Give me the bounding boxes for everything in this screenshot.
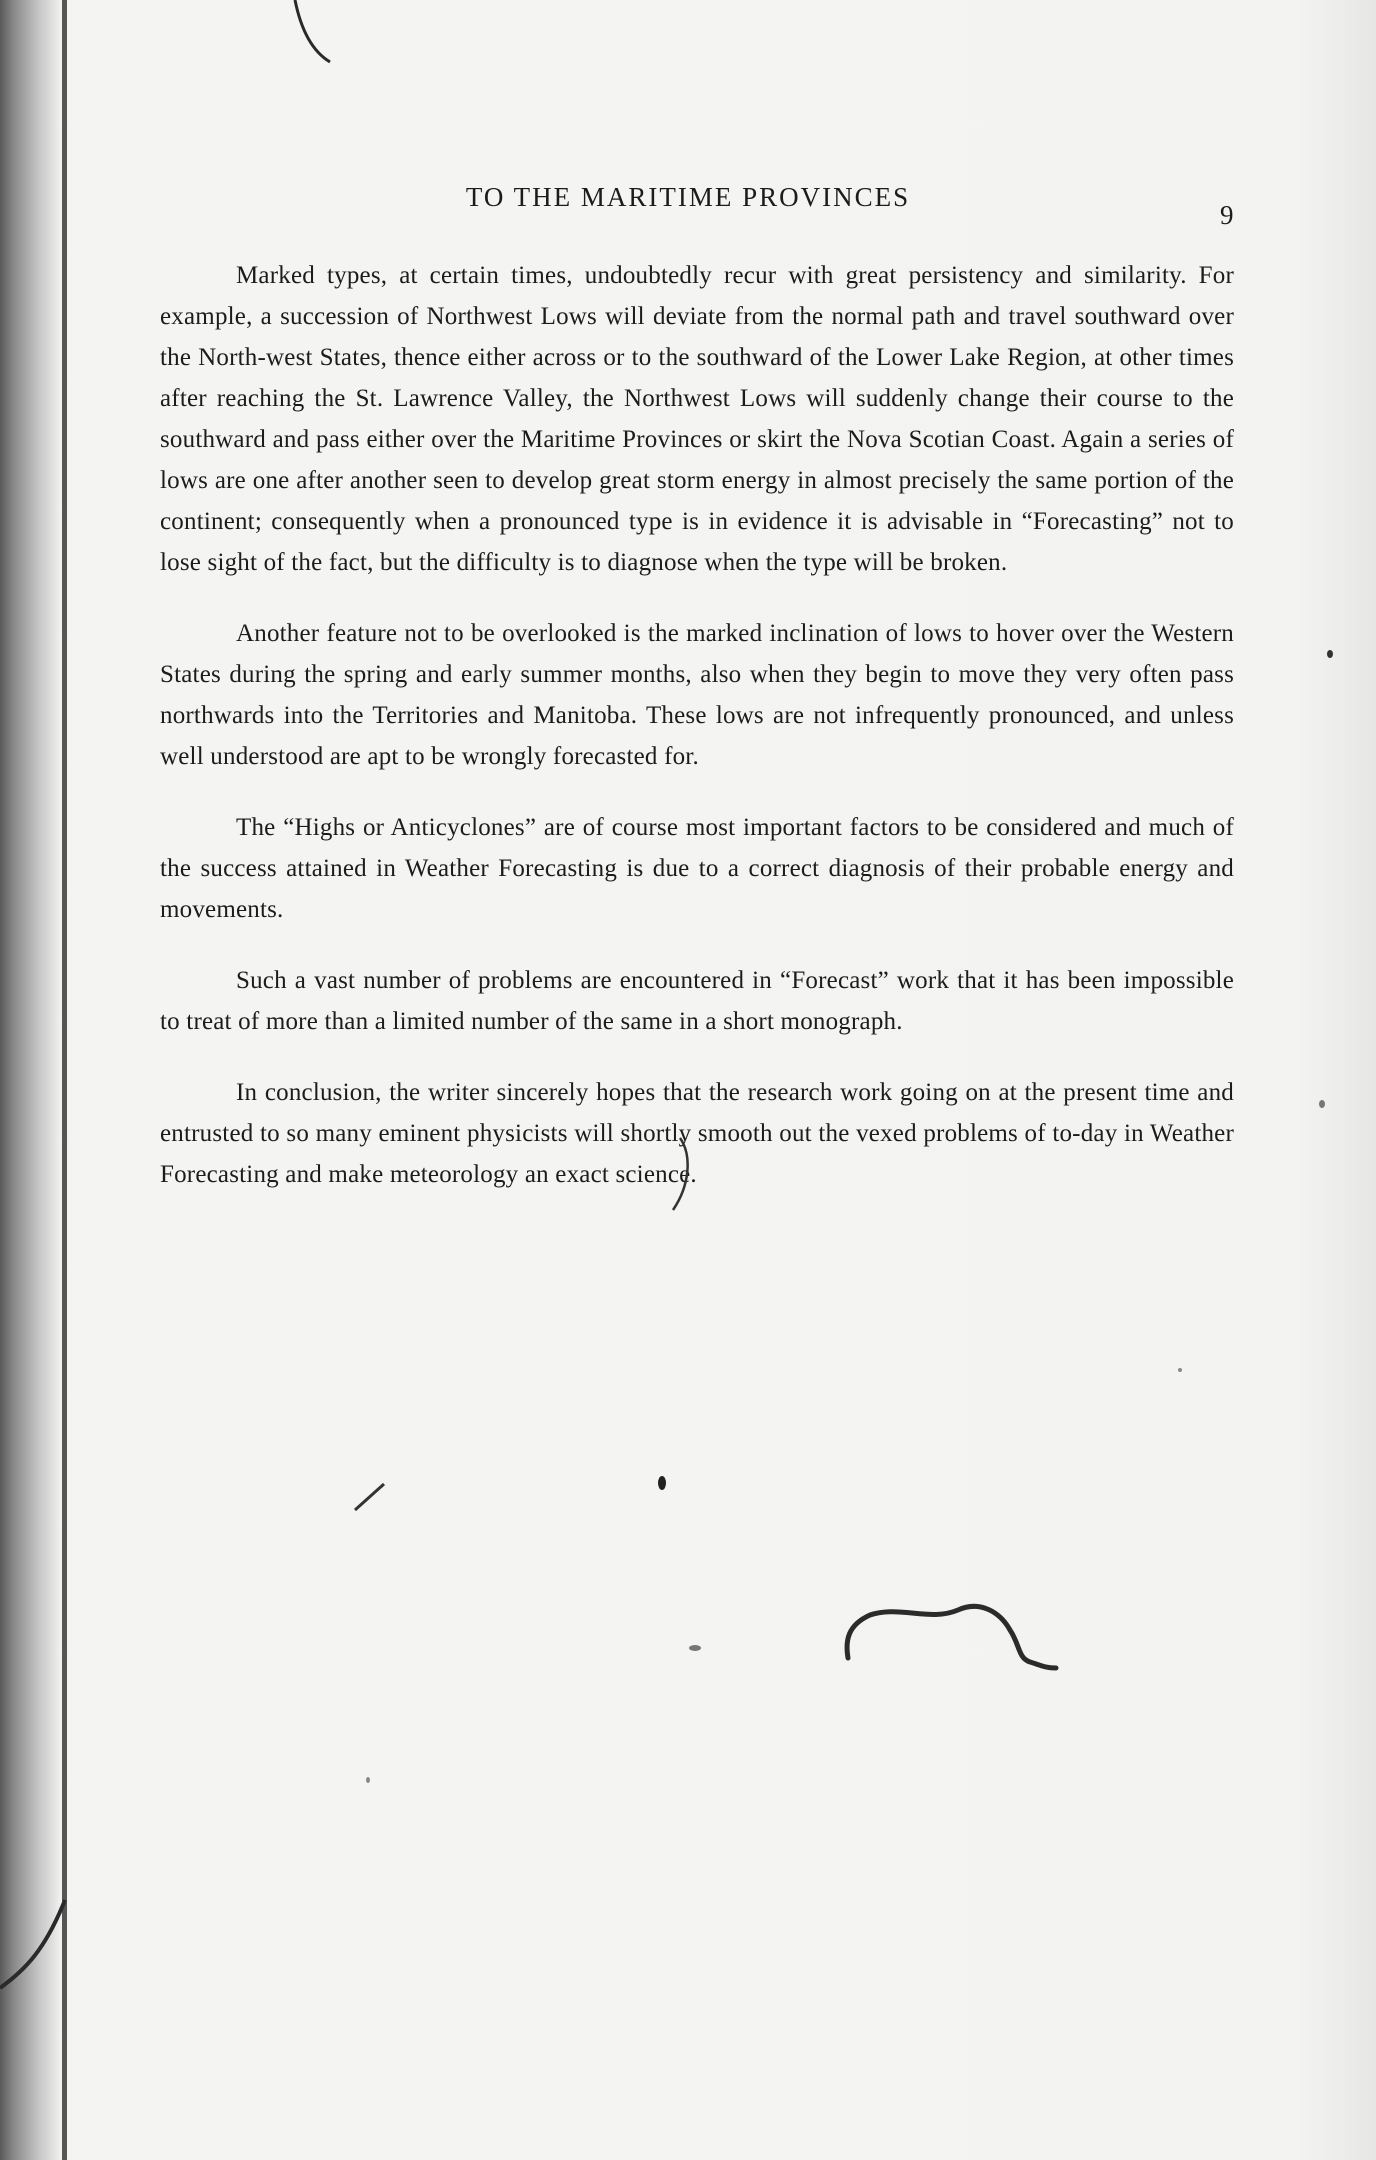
ink-spot (689, 1645, 701, 1651)
ink-spot (366, 1777, 370, 1783)
ink-spot (658, 1476, 666, 1490)
ink-spot (1319, 1100, 1325, 1108)
paragraph-2: Another feature not to be overlooked is the marked inclination of lows to hover over the Western States during the spring and early summer months, also when they begin to move they very often pass northwards into the Territories and Manitoba. These lows are not infrequently pronounced, and unless well understood are apt to be wrongly forecasted for. (160, 620, 1234, 770)
page-number: 9 (1220, 200, 1234, 230)
running-head: TO THE MARITIME PROVINCES (465, 182, 911, 212)
edge-curve-mark (0, 1900, 65, 1988)
paragraph-4: Such a vast number of problems are encountered in “Forecast” work that it has been impossible to treat of more than a limited number of the same in a short monograph. (160, 967, 1234, 1035)
ink-spot (1327, 650, 1333, 658)
paragraph-3: The “Highs or Anticyclones” are of course most important factors to be considered and much of the success attained in Weather Forecasting is due to a correct diagnosis of their probable energy and movements. (160, 814, 1234, 923)
paragraph-5: In conclusion, the writer sincerely hopes that the research work going on at the present time and entrusted to so many eminent physicists will shortly smooth out the vexed problems of to-day in Weather Forecasting and make meteorology an exact science. (160, 1079, 1234, 1188)
ink-spot (1178, 1368, 1182, 1372)
paragraph-1: Marked types, at certain times, undoubtedly recur with great persistency and similarity. For example, a succession of Northwest Lows will deviate from the normal path and travel southward over the North-west States, thence either across or to the southward of the Lower Lake Region, at other times after reaching the St. Lawrence Valley, the Northwest Lows will suddenly change their course to the southward and pass either over the Maritime Provinces or skirt the Nova Scotian Coast. Again a series of lows are one after another seen to develop great storm energy in almost precisely the same portion of the continent; consequently when a pronounced type is in evidence it is advisable in “Forecasting” not to lose sight of the fact, but the difficulty is to diagnose when the type will be broken. (160, 262, 1234, 576)
corner-curve-mark (295, 0, 330, 62)
pen-stroke-mark (355, 1484, 384, 1510)
pen-squiggle-mark (847, 1606, 1056, 1668)
pen-paren-mark (673, 1138, 688, 1210)
